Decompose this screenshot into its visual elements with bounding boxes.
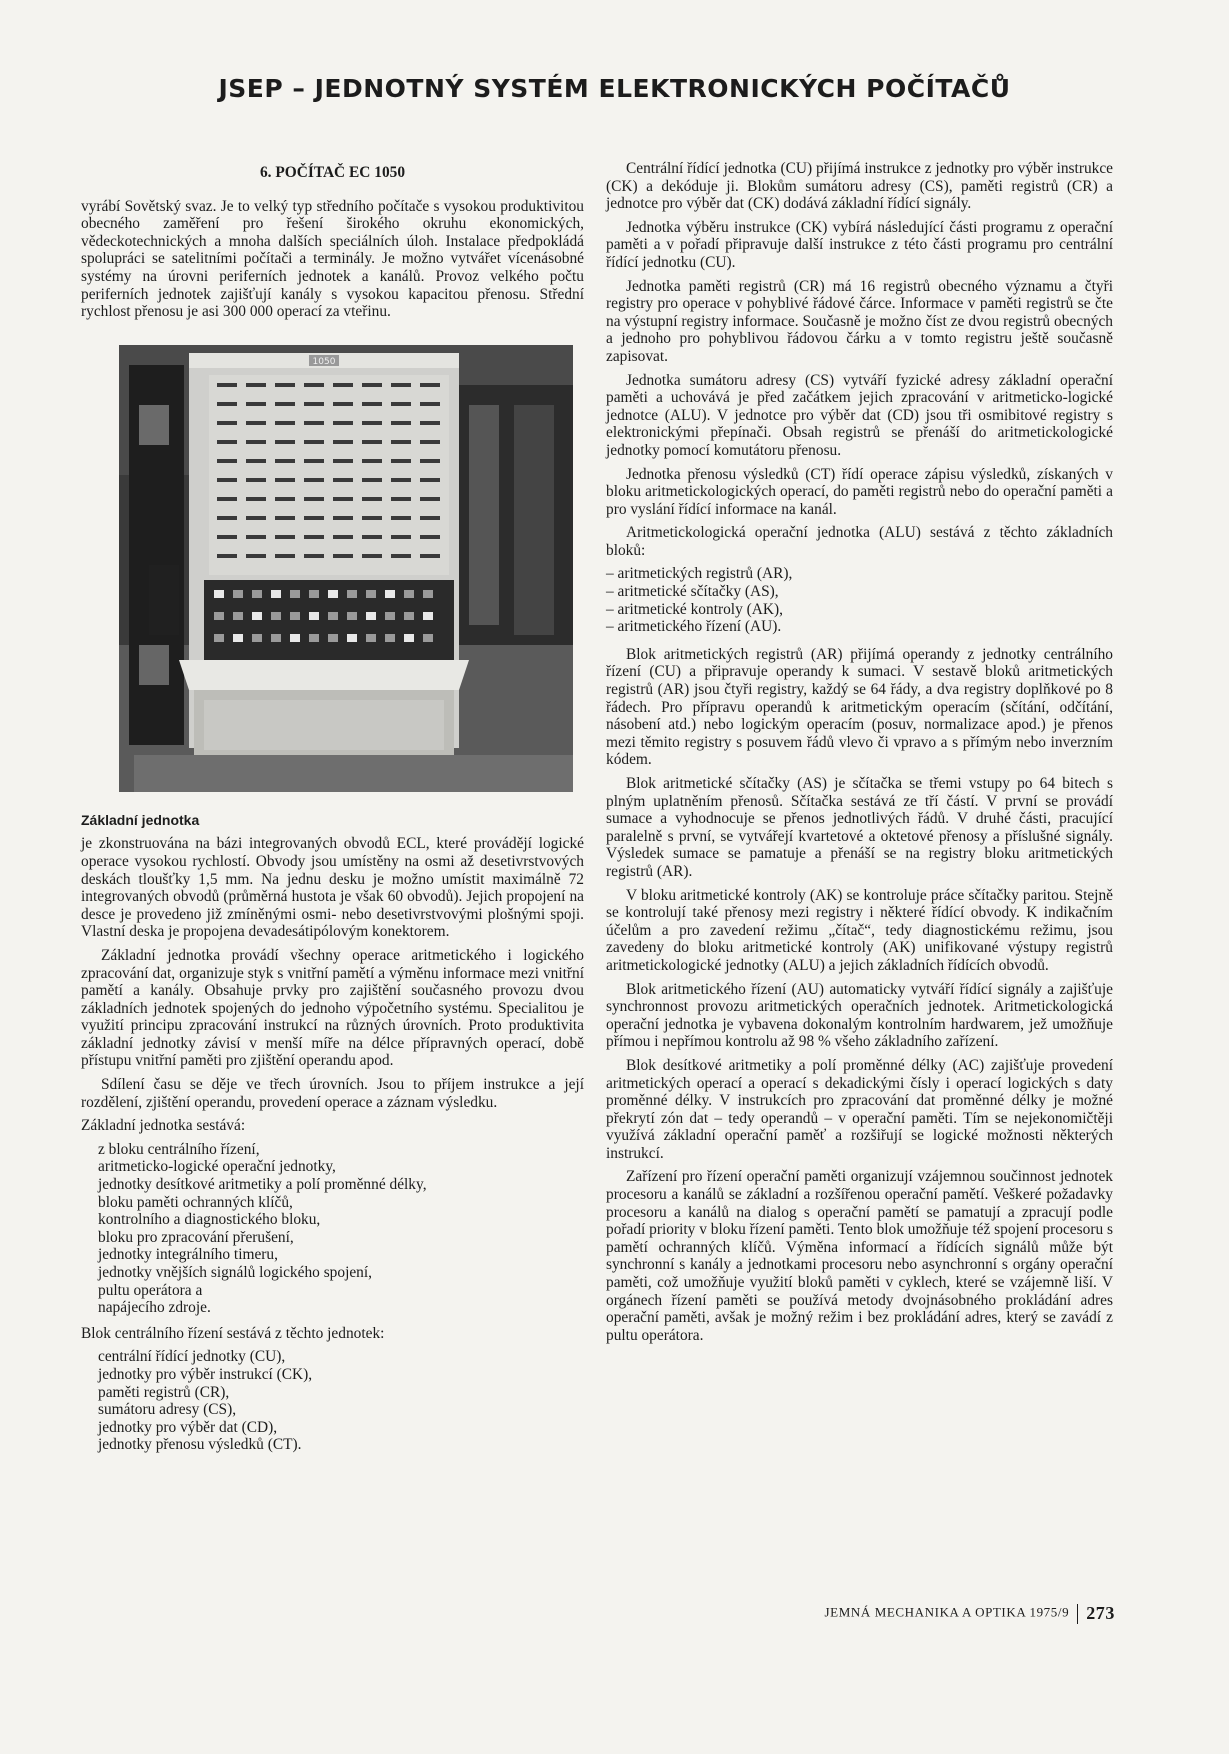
paragraph: Blok aritmetických registrů (AR) přijímá operandy z jednotky centrálního řízení (CU) a připravuje operandy k sumaci. V sestavě bloků aritmetických registrů (AR) jsou čtyři registry, každý se 64 řády, a dva registry doplňkové po 8 řádech. Pro přípravu operandů k aritmetickým operacím (sčítání, odčítání, násobení atd.) nebo logickým operacím (posuv, normalizace apod.) je přenos mezi těmito registry s posuvem řádů vlevo či vpravo a s přímým nebo inverzním kódem. <box>606 645 1113 769</box>
indicator-lamp-row <box>304 516 324 520</box>
journal-name: JEMNÁ MECHANIKA A OPTIKA 1975/9 <box>824 1604 1070 1620</box>
indicator-lamp-row <box>420 421 440 425</box>
console-switch <box>233 634 243 642</box>
console-switch <box>404 612 414 620</box>
console-switch <box>309 634 319 642</box>
console-switch <box>252 590 262 598</box>
indicator-lamp-row <box>275 516 295 520</box>
indicator-lamp-row <box>304 535 324 539</box>
indicator-panel <box>209 375 449 575</box>
indicator-lamp-row <box>333 402 353 406</box>
list-item: jednotky desítkové aritmetiky a polí proměnné délky, <box>98 1176 427 1194</box>
console-switch <box>328 612 338 620</box>
indicator-lamp-row <box>362 402 382 406</box>
console-switch <box>347 612 357 620</box>
console-switch <box>214 612 224 620</box>
indicator-lamp-row <box>420 440 440 444</box>
indicator-lamp-row <box>304 478 324 482</box>
console-switch <box>366 590 376 598</box>
indicator-lamp-row <box>217 497 237 501</box>
indicator-lamp-row <box>246 516 266 520</box>
indicator-lamp-row <box>391 402 411 406</box>
indicator-lamp-row <box>391 440 411 444</box>
indicator-lamp-row <box>246 421 266 425</box>
console-switch <box>328 590 338 598</box>
list-item: kontrolního a diagnostického bloku, <box>98 1211 321 1229</box>
console-switch <box>290 590 300 598</box>
indicator-lamp-row <box>246 478 266 482</box>
list-item: – aritmetické kontroly (AK), <box>606 601 1113 619</box>
left-column <box>81 160 584 1462</box>
console-switch <box>252 612 262 620</box>
indicator-lamp-row <box>362 440 382 444</box>
indicator-lamp-row <box>217 402 237 406</box>
indicator-lamp-row <box>420 402 440 406</box>
paragraph: Blok aritmetického řízení (AU) automaticky vytváří řídící signály a zajišťuje synchronnost provozu aritmetických operačních jednotek. Aritmetickologická operační jednotka je vybavena dokonalým kontrolním hardwarem, jež umožňuje přímou i nepřímou kontrolu až 98 % všeho základního zařízení. <box>606 980 1113 1051</box>
indicator-lamp-row <box>391 554 411 558</box>
paragraph: Jednotka přenosu výsledků (CT) řídí operace zápisu výsledků, získaných v bloku aritmetickologických operací, do paměti registrů nebo do operační paměti a pro vyslání řídící informace na kanál. <box>606 465 1113 518</box>
unit-list <box>98 1348 584 1454</box>
indicator-lamp-row <box>333 459 353 463</box>
indicator-lamp-row <box>391 421 411 425</box>
indicator-lamp-row <box>362 535 382 539</box>
indicator-lamp-row <box>420 459 440 463</box>
indicator-lamp-row <box>275 421 295 425</box>
list-item: centrální řídící jednotky (CU), <box>98 1348 286 1366</box>
indicator-lamp-row <box>217 516 237 520</box>
indicator-lamp-row <box>362 478 382 482</box>
alu-block-list <box>606 565 1113 635</box>
indicator-lamp-row <box>275 402 295 406</box>
list-item: – aritmetické sčítačky (AS), <box>606 583 1113 601</box>
console-switch <box>385 612 395 620</box>
console-switch <box>328 634 338 642</box>
list-item: – aritmetického řízení (AU). <box>606 618 1113 636</box>
indicator-lamp-row <box>304 497 324 501</box>
indicator-lamp-row <box>217 535 237 539</box>
indicator-lamp-row <box>304 459 324 463</box>
indicator-lamp-row <box>333 383 353 387</box>
paragraph: Základní jednotka provádí všechny operace aritmetického i logického zpracování dat, organizuje styk s vnitřní pamětí a výměnu informace mezi vnitřní pamětí a kanály. Obsahuje prvky pro zajištění současného provozu dvou základních jednotek spojených do jednoho výpočetního systému. Specialitou je využití principu zpracování instrukcí na různých úrovních. Proto produktivita základní jednotky závisí v menší míře na délce přípravných operací, době přístupu vnitřní paměti pro zjištění operandu apod. <box>81 946 584 1070</box>
indicator-lamp-row <box>420 554 440 558</box>
paragraph: Sdílení času se děje ve třech úrovních. Jsou to příjem instrukce a její rozdělení, zjištění operandu, provedení operace a záznam výsledku. <box>81 1076 584 1111</box>
page-title: JSEP – JEDNOTNÝ SYSTÉM ELEKTRONICKÝCH POČÍTAČŮ <box>218 74 1011 103</box>
console-switch <box>290 634 300 642</box>
indicator-lamp-row <box>333 535 353 539</box>
console-switch <box>423 612 433 620</box>
photo-panel-label: 1050 <box>312 356 336 367</box>
indicator-lamp-row <box>362 459 382 463</box>
indicator-lamp-row <box>333 421 353 425</box>
console-switch <box>404 634 414 642</box>
indicator-lamp-row <box>246 383 266 387</box>
paragraph: Jednotka paměti registrů (CR) má 16 registrů obecného významu a čtyři registry pro operace v pohyblivé řádové čárce. Informace v paměti registrů se čte na výstupní registry informace. Současně je možno číst ze dvou registrů obecných a jednoho pro pohyblivou řádovou čárku a v tomto registru ještě současně zapisovat. <box>606 277 1113 365</box>
indicator-lamp-row <box>333 516 353 520</box>
list-item: jednotky přenosu výsledků (CT). <box>98 1436 302 1454</box>
indicator-lamp-row <box>304 440 324 444</box>
indicator-lamp-row <box>217 440 237 444</box>
indicator-lamp-row <box>333 440 353 444</box>
indicator-lamp-row <box>275 478 295 482</box>
indicator-lamp-row <box>304 554 324 558</box>
paragraph: Blok desítkové aritmetiky a polí proměnné délky (AC) zajišťuje provedení aritmetických operací a operací s dekadickými čísly i operací logických s daty proměnné délky. V instrukcích pro zpracování dat proměnné délky je možné překrytí zón dat – tedy operandů – v operační paměti. Tím se nejekonomičtěji využívá základní operační paměť a rozšiřují se logické možnosti některých instrukcí. <box>606 1056 1113 1162</box>
subsection-heading: Základní jednotka <box>81 811 200 828</box>
right-column <box>606 160 1113 1350</box>
console-switch <box>233 590 243 598</box>
indicator-lamp-row <box>420 535 440 539</box>
list-item: – aritmetických registrů (AR), <box>606 565 1113 583</box>
indicator-lamp-row <box>391 497 411 501</box>
console-switch <box>423 590 433 598</box>
list-item: jednotky vnějších signálů logického spojení, <box>98 1264 372 1281</box>
indicator-lamp-row <box>420 383 440 387</box>
indicator-lamp-row <box>333 478 353 482</box>
indicator-lamp-row <box>246 459 266 463</box>
indicator-lamp-row <box>362 497 382 501</box>
paragraph: Aritmetickologická operační jednotka (ALU) sestává z těchto základních bloků: <box>606 524 1113 559</box>
indicator-lamp-row <box>246 440 266 444</box>
indicator-lamp-row <box>420 497 440 501</box>
component-list <box>98 1141 584 1317</box>
list-intro: Blok centrálního řízení sestává z těchto jednotek: <box>81 1324 385 1342</box>
console-switch <box>366 612 376 620</box>
paragraph: Jednotka sumátoru adresy (CS) vytváří fyzické adresy základní operační paměti a uchovává je před začátkem jejich zpracování v aritmeticko-logické jednotce (ALU). V jednotce pro výběr dat (CD) jsou tři osmibitové registry s elektronickými přepínači. Obsah registrů se přenáší do aritmetickologické jednotky pomocí komutátoru přenosu. <box>606 371 1113 459</box>
console-switch <box>271 634 281 642</box>
indicator-lamp-row <box>362 421 382 425</box>
indicator-lamp-row <box>391 535 411 539</box>
paragraph: Jednotka výběru instrukce (CK) vybírá následující části programu z operační paměti a v pořadí připravuje další instrukce z této části programu pro centrální řídící jednotku (CU). <box>606 218 1113 271</box>
console-switch <box>271 612 281 620</box>
indicator-lamp-row <box>275 535 295 539</box>
indicator-lamp-row <box>391 516 411 520</box>
paragraph: V bloku aritmetické kontroly (AK) se kontroluje práce sčítačky paritou. Stejně se kontrolují také přenosy mezi registry i některé řídící obvody. K indikačním účelům a pro zavedení režimu „čítač“, tedy diagnostickému režimu, jsou zavedeny do bloku aritmetické kontroly (AK) unifikované výstupy registrů aritmetickologické jednotky (ALU) a jejich základních řídících obvodů. <box>606 886 1113 974</box>
console-switch <box>385 634 395 642</box>
indicator-lamp-row <box>275 459 295 463</box>
indicator-lamp-row <box>275 497 295 501</box>
indicator-lamp-row <box>275 554 295 558</box>
list-item: bloku pro zpracování přerušení, <box>98 1228 294 1246</box>
indicator-lamp-row <box>246 535 266 539</box>
page-number: 273 <box>1086 1603 1115 1623</box>
list-item: jednotky integrálního timeru, <box>98 1246 278 1264</box>
console-switch <box>347 634 357 642</box>
indicator-lamp-row <box>333 554 353 558</box>
list-item: paměti registrů (CR), <box>98 1383 230 1401</box>
console-switch <box>214 590 224 598</box>
ec1050-photo-illustration <box>119 345 573 792</box>
indicator-lamp-row <box>304 421 324 425</box>
list-item: bloku paměti ochranných klíčů, <box>98 1193 293 1211</box>
indicator-lamp-row <box>246 497 266 501</box>
indicator-lamp-row <box>362 516 382 520</box>
console-switch <box>347 590 357 598</box>
indicator-lamp-row <box>362 383 382 387</box>
indicator-lamp-row <box>217 421 237 425</box>
paragraph: Centrální řídící jednotka (CU) přijímá instrukce z jednotky pro výběr instrukce (CK) a dekóduje ji. Blokům sumátoru adresy (CS), paměti registrů (CR) a jednotce pro výběr dat (CK) dodává základní řídící signály. <box>606 160 1113 213</box>
indicator-lamp-row <box>420 478 440 482</box>
list-item: napájecího zdroje. <box>98 1299 211 1317</box>
paragraph: Zařízení pro řízení operační paměti organizují vzájemnou součinnost jednotek procesoru a kanálů se základní a rozšířenou operační pamětí. Veškeré požadavky procesoru a kanálů na dialog s operační pamětí se pamatují a zpracují podle pořadí priority v bloku řízení paměti. Tento blok umožňuje též spojení procesoru s pamětí ochranných klíčů. Výměna informací a řídících signálů může být synchronní s kanály a jednotkami procesoru nebo asynchronní s orgány operační paměti, což umožňuje využití bloků paměti v cyklech, které se vzájemně liší. V orgánech řízení paměti se používá metody dvojnásobného prokládání adres operační paměti, avšak je možný režim i bez prokládání adres, který se zavádí z pultu operátora. <box>606 1168 1113 1344</box>
indicator-lamp-row <box>420 516 440 520</box>
console-switch <box>309 590 319 598</box>
intro-paragraph: vyrábí Sovětský svaz. Je to velký typ středního počítače s vysokou produktivitou obecného zaměření pro řešení širokého okruhu ekonomických, vědeckotechnických a mnoha dalších speciálních úloh. Instalace předpokládá spolupráci se satelitními počítači a terminály. Je možno vytvářet vícenásobné systémy na úrovni periferních jednotek a kanálů. Provoz velkého počtu periferních jednotek zajišťují kanály s vysokou kapacitou přenosu. Střední rychlost přenosu je asi 300 000 operací za vteřinu. <box>81 197 584 321</box>
indicator-lamp-row <box>217 554 237 558</box>
indicator-lamp-row <box>275 440 295 444</box>
console-switch <box>271 590 281 598</box>
indicator-lamp-row <box>246 554 266 558</box>
console-switch <box>214 634 224 642</box>
indicator-lamp-row <box>217 383 237 387</box>
indicator-lamp-row <box>275 383 295 387</box>
list-item: pultu operátora a <box>98 1281 203 1299</box>
console-switch <box>233 612 243 620</box>
console-switch <box>290 612 300 620</box>
indicator-lamp-row <box>391 459 411 463</box>
console-switch <box>366 634 376 642</box>
indicator-lamp-row <box>304 402 324 406</box>
indicator-lamp-row <box>391 478 411 482</box>
console-switch <box>423 634 433 642</box>
indicator-lamp-row <box>246 402 266 406</box>
list-item: z bloku centrálního řízení, <box>98 1140 260 1158</box>
paragraph: Blok aritmetické sčítačky (AS) je sčítačka se třemi vstupy po 64 bitech s plným uplatněním přenosů. Sčítačka sestává ze tří částí. V první se provádí sumace a vyhodnocuje se přenos jednotlivých řádů. V druhé části, pracující paralelně s první, se vytvářejí kvartetové a oktetové přenosy a příslušné signály. Výsledek sumace se pamatuje a přenáší se na registry bloku aritmetických registrů (AR). <box>606 775 1113 880</box>
list-item: jednotky pro výběr dat (CD), <box>98 1418 278 1436</box>
list-item: sumátoru adresy (CS), <box>98 1401 237 1419</box>
indicator-lamp-row <box>333 497 353 501</box>
console-switch <box>252 634 262 642</box>
section-title: 6. POČÍTAČ EC 1050 <box>259 164 406 181</box>
indicator-lamp-row <box>217 478 237 482</box>
console-switch <box>385 590 395 598</box>
list-item: aritmeticko-logické operační jednotky, <box>98 1158 336 1176</box>
console-switch <box>309 612 319 620</box>
indicator-lamp-row <box>362 554 382 558</box>
footer-divider <box>1077 1604 1078 1624</box>
paragraph: je zkonstruována na bázi integrovaných obvodů ECL, které provádějí logické operace vysokou rychlostí. Obvody jsou umístěny na osmi až desetivrstvových deskách tloušťky 1,5 mm. Na jednu desku je možno umístit maximálně 72 integrovaných obvodů (průměrná hustota je však 60 obvodů). Jejich propojení na desce je provedeno již zmíněnými osmi- nebo desetivrstvovými plošnými spoji. Vlastní deska je propojena devadesátipólovým konektorem. <box>81 835 584 941</box>
console-switch <box>404 590 414 598</box>
indicator-lamp-row <box>391 383 411 387</box>
list-item: jednotky pro výběr instrukcí (CK), <box>98 1365 313 1383</box>
page-footer <box>785 1603 1115 1624</box>
list-intro: Základní jednotka sestává: <box>81 1117 246 1135</box>
computer-photo <box>119 345 573 792</box>
indicator-lamp-row <box>217 459 237 463</box>
indicator-lamp-row <box>304 383 324 387</box>
